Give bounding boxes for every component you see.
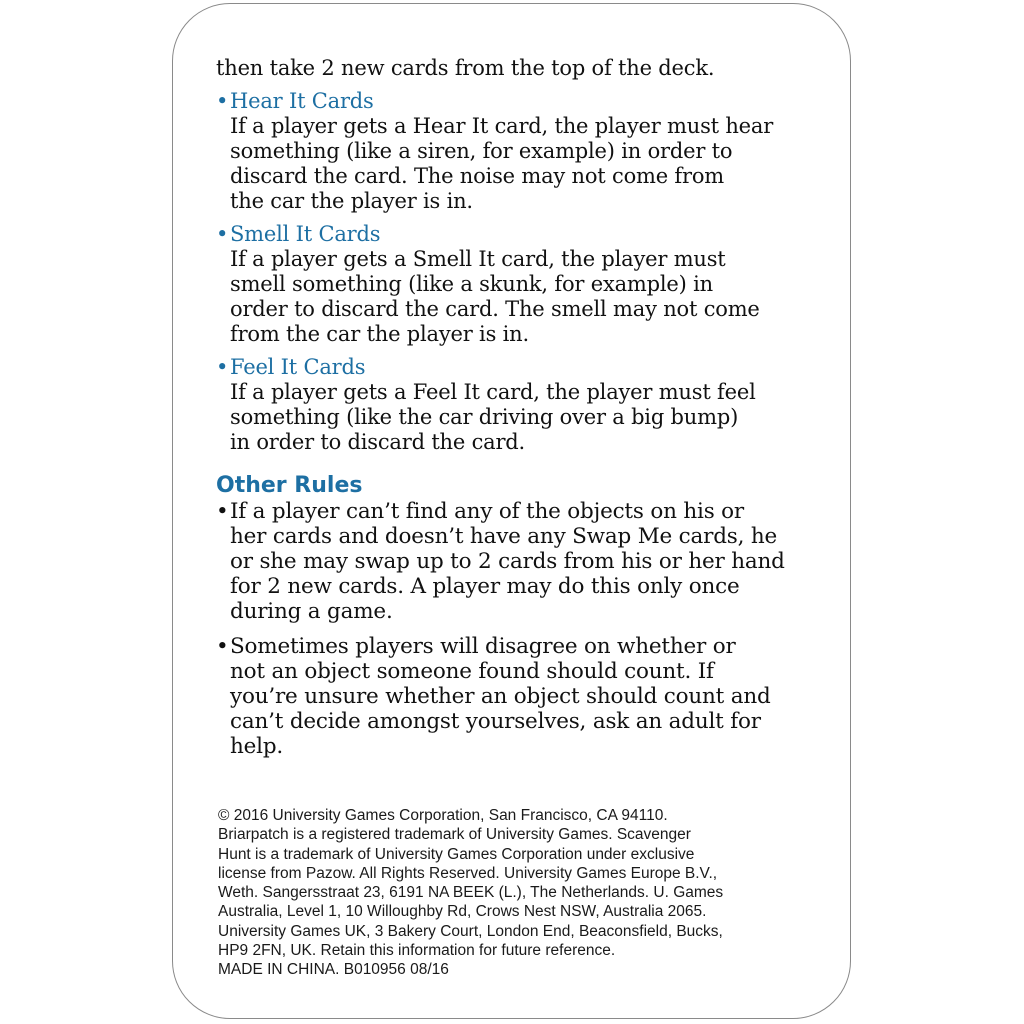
card-type-body: If a player gets a Feel It card, the player must feel something (like the car driving over a big bump) in order to discard the card. (230, 380, 756, 454)
card-type-title (216, 355, 816, 380)
other-rule-item (216, 499, 816, 624)
bullet-icon: • (216, 89, 229, 113)
copyright-notice: © 2016 University Games Corporation, San Francisco, CA 94110. Briarpatch is a registered trademark of University Games. Scavenger Hunt is a trademark of University Games Corporation under exclusive license from Pazow. All Rights Reserved. University Games Europe B.V., Weth. Sangersstraat 23, 6191 NA BEEK (L.), The Netherlands. U. Games Australia, Level 1, 10 Willoughby Rd, Crows Nest NSW, Australia 2065. University Games UK, 3 Bakery Court, London End, Beaconsfield, Bucks, HP9 2FN, UK. Retain this information for future reference. MADE IN CHINA. B010956 08/16 (218, 807, 724, 979)
card-type-title (216, 222, 816, 247)
bullet-icon: • (216, 634, 229, 659)
card-type-body: If a player gets a Smell It card, the player must smell something (like a skunk, for example) in order to discard the card. The smell may not come from the car the player is in. (230, 247, 760, 346)
intro-line: then take 2 new cards from the top of the deck. (216, 56, 715, 80)
bullet-icon: • (216, 355, 229, 379)
card-type-title-text: Feel It Cards (230, 355, 366, 379)
other-rule-item (216, 634, 816, 759)
card-type-smell-it (216, 222, 816, 347)
card-type-hear-it (216, 89, 816, 214)
other-rules-heading: Other Rules (216, 473, 363, 498)
card-type-title-text: Smell It Cards (230, 222, 381, 246)
other-rule-text: Sometimes players will disagree on whether or not an object someone found should count. If you’re unsure whether an object should count and can’t decide amongst yourselves, ask an adult for help. (230, 634, 771, 759)
bullet-icon: • (216, 499, 229, 524)
card-type-title-text: Hear It Cards (230, 89, 374, 113)
bullet-icon: • (216, 222, 229, 246)
card-type-title (216, 89, 816, 114)
card-type-body: If a player gets a Hear It card, the player must hear something (like a siren, for example) in order to discard the card. The noise may not come from the car the player is in. (230, 114, 774, 213)
other-rule-text: If a player can’t find any of the objects on his or her cards and doesn’t have any Swap Me cards, he or she may swap up to 2 cards from his or her hand for 2 new cards. A player may do this only once during a game. (230, 499, 785, 624)
rules-content (216, 56, 816, 769)
card-type-feel-it (216, 355, 816, 455)
